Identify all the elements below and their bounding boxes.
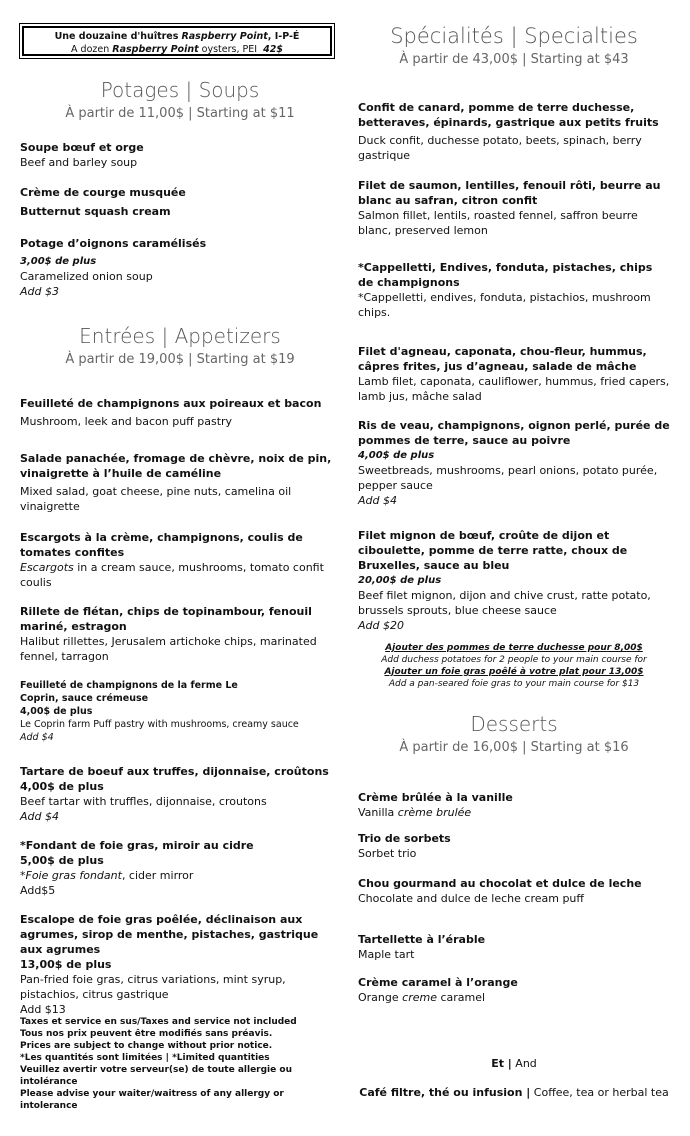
coffee-line bbox=[358, 1086, 670, 1099]
item-addon: 20,00$ de plus bbox=[358, 575, 442, 586]
item-add: Add $13 bbox=[20, 1003, 66, 1016]
item-en: Sweetbreads, mushrooms, pearl onions, potato purée, pepper sauce bbox=[358, 464, 658, 492]
appetizers-subtitle: À partir de 19,00$ | Starting at $19 bbox=[65, 352, 295, 367]
note-line: Prices are subject to change without prior notice. bbox=[20, 1041, 273, 1051]
item-en: Maple tart bbox=[358, 948, 415, 961]
item-en: Salmon fillet, lentils, roasted fennel, saffron beurre blanc, preserved lemon bbox=[358, 209, 638, 237]
oyster-en-prefix: A dozen bbox=[71, 44, 110, 55]
item-en: Halibut rillettes, Jerusalem artichoke chips, marinated fennel, tarragon bbox=[20, 635, 317, 663]
item-en: Duck confit, duchesse potato, beets, spinach, berry gastrique bbox=[358, 134, 642, 162]
menu-item bbox=[20, 604, 340, 664]
item-en: Butternut squash cream bbox=[20, 205, 171, 218]
oyster-box bbox=[22, 26, 332, 56]
item-en: Orange bbox=[358, 991, 403, 1004]
item-en-italic: Escargots bbox=[20, 561, 74, 574]
menu-item bbox=[20, 764, 340, 824]
item-en: Le Coprin farm Puff pastry with mushrooms, creamy sauce bbox=[20, 719, 299, 730]
and-line bbox=[358, 1057, 670, 1070]
menu-item bbox=[358, 790, 670, 820]
menu-item bbox=[20, 140, 340, 170]
menu-item bbox=[20, 185, 340, 219]
menu-item bbox=[20, 838, 340, 898]
desserts-subtitle: À partir de 16,00$ | Starting at $16 bbox=[399, 740, 629, 755]
coffee-en: Coffee, tea or herbal tea bbox=[530, 1086, 669, 1099]
note-line: Veuillez avertir votre serveur(se) de toute allergie ou intolérance bbox=[20, 1065, 292, 1087]
item-fr: Tartare de boeuf aux truffes, dijonnaise, croûtons bbox=[20, 765, 329, 778]
item-fr: Tartellette à l’érable bbox=[358, 933, 486, 946]
oyster-fr-prefix: Une douzaine d'huîtres bbox=[54, 31, 179, 42]
menu-item bbox=[20, 912, 340, 1017]
oyster-en-name: Raspberry Point bbox=[112, 44, 199, 55]
item-en-italic: creme bbox=[402, 991, 437, 1004]
and-en: And bbox=[511, 1057, 537, 1070]
item-add: Add $4 bbox=[20, 810, 59, 823]
menu-item bbox=[20, 236, 340, 299]
oyster-fr-suffix: , I-P-É bbox=[267, 31, 300, 42]
item-en: Beef and barley soup bbox=[20, 156, 138, 169]
coffee-fr: Café filtre, thé ou infusion | bbox=[359, 1086, 531, 1099]
and-fr: Et | bbox=[491, 1057, 512, 1070]
item-en-italic: crème brulée bbox=[397, 806, 472, 819]
oyster-price: 42$ bbox=[263, 44, 283, 55]
item-addon: 4,00$ de plus bbox=[358, 450, 435, 461]
item-fr: Salade panachée, fromage de chèvre, noix de pin, vinaigrette à l’huile de caméline bbox=[20, 452, 332, 480]
item-fr: Trio de sorbets bbox=[358, 832, 451, 845]
specialties-title: Spécialités | Specialties bbox=[390, 24, 638, 48]
item-en: in a cream sauce, mushrooms, tomato confit coulis bbox=[20, 561, 324, 589]
item-fr: Crème caramel à l’orange bbox=[358, 976, 518, 989]
menu-item bbox=[358, 831, 670, 861]
item-en: Beef tartar with truffles, dijonnaise, croutons bbox=[20, 795, 267, 808]
item-fr: Feuilleté de champignons de la ferme Le Coprin, sauce crémeuse bbox=[20, 680, 238, 704]
item-en: Vanilla bbox=[358, 806, 398, 819]
item-add: Add $3 bbox=[20, 285, 59, 298]
soups-subtitle: À partir de 11,00$ | Starting at $11 bbox=[65, 106, 295, 121]
extra-line: Ajouter des pommes de terre duchesse pour 8,00$ bbox=[385, 643, 643, 653]
oyster-en-suffix: oysters, PEI bbox=[201, 44, 258, 55]
item-fr: Rillete de flétan, chips de topinambour, fenouil mariné, estragon bbox=[20, 605, 312, 633]
note-line: Taxes et service en sus/Taxes and service not included bbox=[20, 1017, 297, 1027]
item-fr: *Fondant de foie gras, miroir au cidre bbox=[20, 839, 254, 852]
item-en: , cider mirror bbox=[121, 869, 194, 882]
item-fr: Feuilleté de champignons aux poireaux et bacon bbox=[20, 397, 322, 410]
extra-line: Add duchess potatoes for 2 people to your main course for bbox=[381, 655, 647, 665]
menu-item bbox=[20, 530, 340, 590]
item-fr: Filet de saumon, lentilles, fenouil rôti, beurre au blanc au safran, citron confit bbox=[358, 179, 661, 207]
note-line: *Les quantités sont limitées | *Limited quantities bbox=[20, 1053, 270, 1063]
menu-item bbox=[358, 418, 670, 508]
item-fr: Escargots à la crème, champignons, coulis de tomates confites bbox=[20, 531, 303, 559]
item-addon: 4,00$ de plus bbox=[20, 780, 104, 793]
menu-item bbox=[358, 975, 670, 1005]
menu-item bbox=[358, 178, 670, 238]
menu-item bbox=[358, 876, 670, 906]
note-line: Please advise your waiter/waitress of any allergy or bbox=[20, 1089, 284, 1099]
item-en-post: caramel bbox=[436, 991, 486, 1004]
oyster-line-fr bbox=[24, 30, 330, 43]
item-en: Sorbet trio bbox=[358, 847, 417, 860]
menu-item bbox=[358, 100, 670, 163]
item-addon: 4,00$ de plus bbox=[20, 706, 93, 717]
item-addon: 5,00$ de plus bbox=[20, 854, 104, 867]
item-en: Beef filet mignon, dijon and chive crust, ratte potato, brussels sprouts, blue cheese sauce bbox=[358, 589, 651, 617]
menu-item bbox=[358, 528, 670, 633]
item-fr: Confit de canard, pomme de terre duchesse, betteraves, épinards, gastrique aux petits fruits bbox=[358, 101, 659, 129]
item-fr: Potage d’oignons caramélisés bbox=[20, 237, 207, 250]
item-addon: 3,00$ de plus bbox=[20, 256, 97, 267]
item-en-italic: *Foie gras fondant bbox=[20, 869, 122, 882]
item-fr: Crème brûlée à la vanille bbox=[358, 791, 513, 804]
item-add: Add $4 bbox=[358, 494, 397, 507]
item-fr: Chou gourmand au chocolat et dulce de leche bbox=[358, 877, 642, 890]
item-en: Chocolate and dulce de leche cream puff bbox=[358, 892, 584, 905]
menu-item bbox=[358, 260, 670, 320]
specialties-subtitle: À partir de 43,00$ | Starting at $43 bbox=[399, 52, 629, 67]
item-fr: Escalope de foie gras poêlée, déclinaison aux agrumes, sirop de menthe, pistaches, gastrique aux agrumes bbox=[20, 913, 319, 956]
item-fr: Crème de courge musquée bbox=[20, 186, 186, 199]
appetizers-title: Entrées | Appetizers bbox=[79, 324, 281, 348]
legal-notes bbox=[20, 1016, 340, 1112]
item-en: Caramelized onion soup bbox=[20, 270, 153, 283]
menu-item bbox=[358, 344, 670, 404]
note-line: Tous nos prix peuvent être modifiés sans préavis. bbox=[20, 1029, 273, 1039]
oyster-line-en bbox=[24, 43, 330, 56]
oyster-fr-name: Raspberry Point bbox=[181, 31, 268, 42]
item-add: Add $20 bbox=[358, 619, 404, 632]
soups-title: Potages | Soups bbox=[100, 78, 260, 102]
extra-line: Ajouter un foie gras poêlé à votre plat pour 13,00$ bbox=[384, 667, 644, 677]
item-fr: *Cappelletti, Endives, fonduta, pistaches, chips de champignons bbox=[358, 261, 653, 289]
note-line: intolerance bbox=[20, 1101, 78, 1111]
menu-item bbox=[20, 451, 340, 514]
item-en: *Cappelletti, endives, fonduta, pistachios, mushroom chips. bbox=[358, 291, 651, 319]
item-fr: Filet mignon de bœuf, croûte de dijon et ciboulette, pomme de terre ratte, choux de Bruxelles, sauce au bleu bbox=[358, 529, 628, 572]
item-add: Add$5 bbox=[20, 884, 56, 897]
desserts-title: Desserts bbox=[470, 712, 558, 736]
extras-notes bbox=[358, 642, 670, 690]
item-fr: Soupe bœuf et orge bbox=[20, 141, 144, 154]
item-addon: 13,00$ de plus bbox=[20, 958, 112, 971]
item-en: Mixed salad, goat cheese, pine nuts, camelina oil vinaigrette bbox=[20, 485, 292, 513]
item-add: Add $4 bbox=[20, 732, 54, 743]
item-en: Mushroom, leek and bacon puff pastry bbox=[20, 415, 233, 428]
item-fr: Filet d'agneau, caponata, chou-fleur, hummus, câpres frites, jus d’agneau, salade de mâche bbox=[358, 345, 647, 373]
extra-line: Add a pan-seared foie gras to your main course for $13 bbox=[388, 679, 640, 689]
item-en: Pan-fried foie gras, citrus variations, mint syrup, pistachios, citrus gastrique bbox=[20, 973, 286, 1001]
menu-item bbox=[20, 679, 340, 744]
item-en: Lamb filet, caponata, cauliflower, hummus, fried capers, lamb jus, mâche salad bbox=[358, 375, 670, 403]
menu-item bbox=[358, 932, 670, 962]
item-fr: Ris de veau, champignons, oignon perlé, purée de pommes de terre, sauce au poivre bbox=[358, 419, 670, 447]
menu-item bbox=[20, 396, 340, 429]
